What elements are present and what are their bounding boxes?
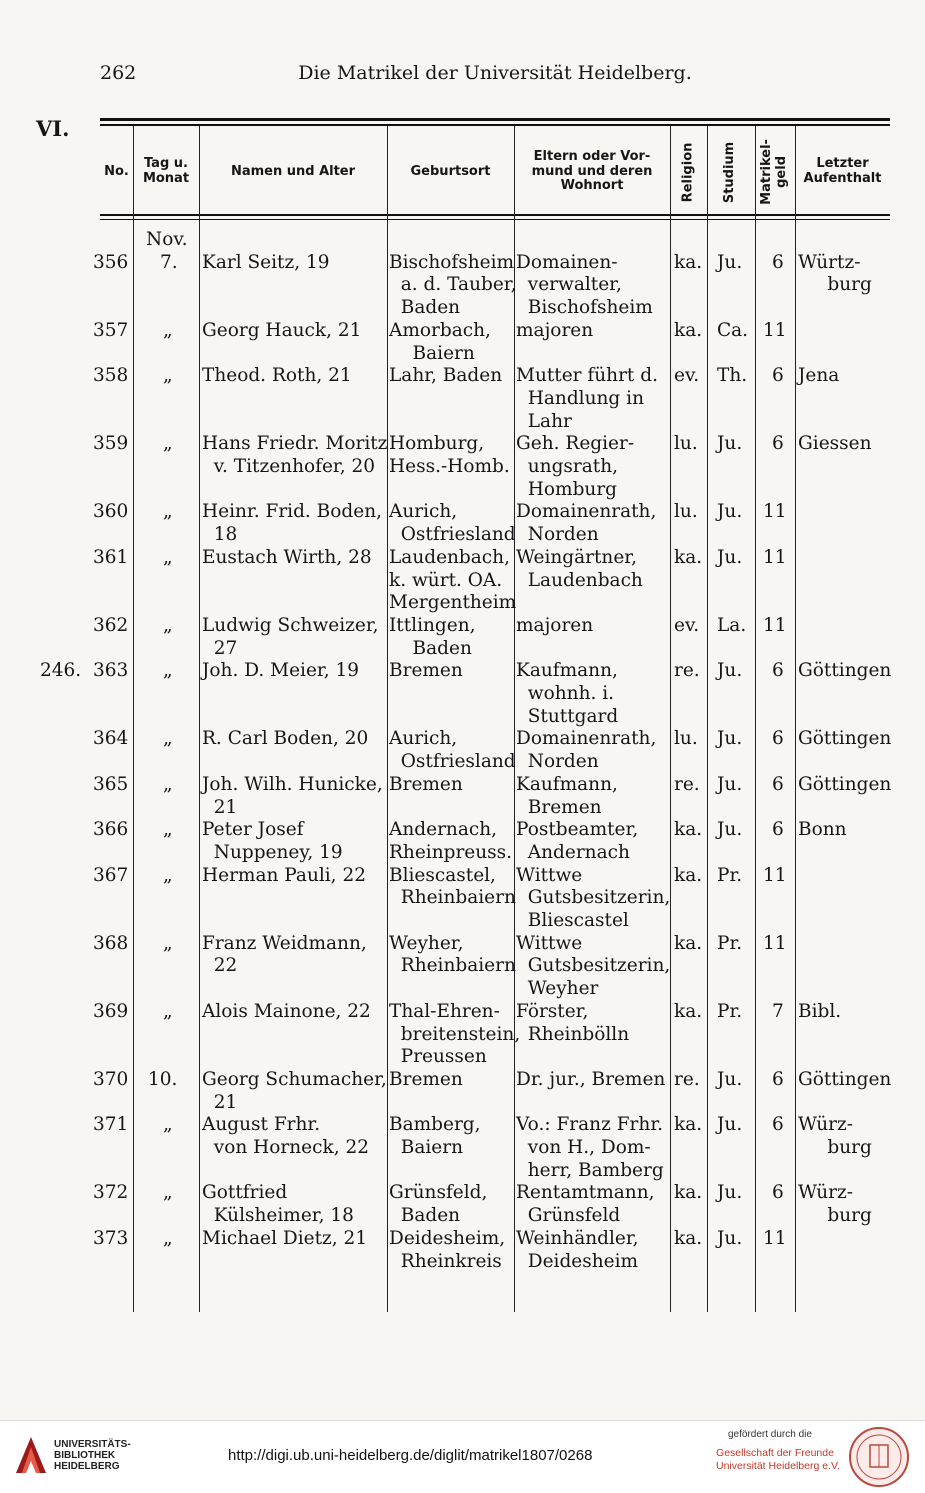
cell-parents: Wittwe Gutsbesitzerin, Bliescastel	[516, 864, 671, 931]
cell-date: „	[163, 546, 173, 568]
top-rule-thin	[100, 124, 890, 126]
cell-studium: Pr.	[717, 932, 743, 954]
cell-studium: Ju.	[717, 1227, 743, 1249]
cell-fee: 11	[763, 501, 787, 523]
cell-no: 363	[93, 660, 129, 682]
cell-no: 370	[93, 1068, 129, 1090]
cell-name: Heinr. Frid. Boden, 18	[202, 501, 383, 546]
cell-religion: ev.	[674, 365, 700, 387]
cell-no: 372	[93, 1182, 129, 1204]
column-header-studium: Studium	[722, 141, 738, 203]
cell-last: Bonn	[798, 819, 847, 841]
cell-religion: ka.	[674, 819, 703, 841]
cell-parents: Mutter führt d. Handlung in Lahr	[516, 365, 658, 432]
cell-last: Würz- burg	[798, 1114, 872, 1158]
column-header-no: No.	[104, 163, 129, 179]
cell-name: Herman Pauli, 22	[202, 864, 366, 886]
cell-religion: ka.	[674, 251, 703, 273]
ub-logo-icon[interactable]	[14, 1435, 48, 1475]
column-header-parents: Eltern oder Vor- mund und deren Wohnort	[531, 148, 653, 194]
cell-no: 373	[93, 1227, 129, 1249]
column-rule	[795, 126, 796, 1312]
column-rule	[133, 126, 134, 1312]
sponsor-label: gefördert durch die	[728, 1429, 812, 1440]
cell-date: „	[163, 864, 173, 886]
cell-last: Würtz- burg	[798, 251, 872, 296]
cell-date: „	[163, 365, 173, 387]
cell-birthplace: Thal-Ehren- breitenstein, Preussen	[389, 1000, 521, 1068]
cell-name: August Frhr. von Horneck, 22	[202, 1114, 369, 1158]
cell-no: 367	[93, 864, 129, 886]
column-rule	[387, 126, 388, 1312]
cell-date: „	[163, 614, 173, 636]
cell-parents: majoren	[516, 614, 594, 636]
cell-religion: lu.	[674, 501, 698, 523]
cell-name: Gottfried Külsheimer, 18	[202, 1182, 354, 1227]
cell-religion: ka.	[674, 1000, 703, 1022]
cell-last: Göttingen	[798, 728, 892, 750]
cell-fee: 6	[772, 728, 784, 750]
header-bottom-rule	[100, 214, 890, 216]
cell-date: „	[163, 728, 173, 750]
cell-studium: Ju.	[717, 1182, 743, 1204]
cell-studium: Ju.	[717, 433, 743, 455]
cell-no: 371	[93, 1114, 129, 1136]
cell-parents: Domainenrath, Norden	[516, 501, 657, 546]
cell-last: Göttingen	[798, 773, 892, 795]
cell-birthplace: Aurich, Ostfriesland	[389, 728, 516, 773]
cell-religion: re.	[674, 660, 700, 682]
university-seal-icon[interactable]	[846, 1425, 912, 1489]
cell-last: Göttingen	[798, 1068, 892, 1090]
cell-name: Joh. D. Meier, 19	[202, 660, 360, 682]
cell-religion: lu.	[674, 433, 698, 455]
cell-parents: Domainen- verwalter, Bischofsheim	[516, 251, 653, 319]
cell-fee: 11	[763, 319, 787, 341]
cell-studium: Ju.	[717, 546, 743, 568]
cell-no: 365	[93, 773, 129, 795]
cell-religion: ka.	[674, 864, 703, 886]
cell-date: „	[163, 319, 173, 341]
cell-date: „	[163, 1227, 173, 1249]
cell-name: Peter Josef Nuppeney, 19	[202, 819, 343, 863]
cell-no: 359	[93, 433, 129, 455]
column-rule	[755, 126, 756, 1312]
running-title: Die Matrikel der Universität Heidelberg.	[298, 62, 692, 84]
cell-studium: Ju.	[717, 251, 743, 273]
cell-birthplace: Bischofsheim a. d. Tauber, Baden	[389, 251, 517, 319]
column-header-date: Tag u. Monat	[142, 156, 190, 186]
cell-date: „	[163, 1114, 173, 1136]
cell-religion: re.	[674, 1068, 700, 1090]
column-header-religion: Religion	[680, 142, 696, 202]
cell-religion: re.	[674, 773, 700, 795]
cell-birthplace: Bremen	[389, 660, 463, 682]
cell-name: Ludwig Schweizer, 27	[202, 614, 379, 659]
cell-religion: ev.	[674, 614, 700, 636]
cell-birthplace: Bliescastel, Rheinbaiern	[389, 864, 516, 909]
cell-fee: 11	[763, 614, 787, 636]
cell-parents: Förster, Rheinbölln	[516, 1000, 630, 1045]
cell-birthplace: Homburg, Hess.-Homb.	[389, 433, 510, 477]
cell-no: 358	[93, 365, 129, 387]
cell-parents: Wittwe Gutsbesitzerin, Weyher	[516, 932, 671, 1000]
cell-studium: Ca.	[717, 319, 749, 341]
cell-name: Hans Friedr. Moritz v. Titzenhofer, 20	[202, 433, 388, 477]
cell-date: „	[163, 501, 173, 523]
permalink[interactable]: http://digi.ub.uni-heidelberg.de/diglit/matrikel1807/0268	[228, 1447, 593, 1464]
cell-studium: Ju.	[717, 1114, 743, 1136]
cell-parents: Geh. Regier- ungsrath, Homburg	[516, 433, 635, 500]
cell-last: Göttingen	[798, 660, 892, 682]
cell-no: 362	[93, 614, 129, 636]
cell-religion: ka.	[674, 932, 703, 954]
cell-no: 356	[93, 251, 129, 273]
cell-name: Karl Seitz, 19	[202, 251, 330, 273]
cell-name: Franz Weidmann, 22	[202, 932, 367, 977]
cell-birthplace: Bamberg, Baiern	[389, 1114, 481, 1158]
cell-studium: Ju.	[717, 660, 743, 682]
cell-fee: 6	[772, 819, 784, 841]
cell-no: 364	[93, 728, 129, 750]
cell-fee: 6	[772, 773, 784, 795]
cell-religion: ka.	[674, 1227, 703, 1249]
cell-parents: Weingärtner, Laudenbach	[516, 546, 643, 591]
column-rule	[707, 126, 708, 1312]
cell-date: „	[163, 1000, 173, 1022]
cell-birthplace: Weyher, Rheinbaiern	[389, 932, 516, 977]
cell-studium: Pr.	[717, 1000, 743, 1022]
cell-studium: La.	[717, 614, 747, 636]
cell-studium: Ju.	[717, 819, 743, 841]
column-header-last: Letzter Aufenthalt	[803, 156, 882, 186]
cell-parents: Kaufmann, Bremen	[516, 773, 618, 818]
cell-parents: majoren	[516, 319, 594, 341]
cell-parents: Weinhändler, Deidesheim	[516, 1227, 639, 1272]
cell-studium: Pr.	[717, 864, 743, 886]
cell-fee: 6	[772, 660, 784, 682]
cell-name: Michael Dietz, 21	[202, 1227, 368, 1249]
cell-parents: Dr. jur., Bremen	[516, 1068, 666, 1090]
cell-parents: Postbeamter, Andernach	[516, 819, 639, 863]
cell-name: Eustach Wirth, 28	[202, 546, 372, 568]
cell-date: Nov.	[146, 229, 188, 250]
cell-name: R. Carl Boden, 20	[202, 728, 369, 750]
cell-fee: 7	[772, 1000, 784, 1022]
cell-fee: 11	[763, 932, 787, 954]
cell-religion: ka.	[674, 1114, 703, 1136]
column-rule	[670, 126, 671, 1312]
cell-birthplace: Bremen	[389, 1068, 463, 1090]
cell-studium: Ju.	[717, 773, 743, 795]
cell-birthplace: Amorbach, Baiern	[389, 319, 491, 364]
cell-fee: 6	[772, 1068, 784, 1090]
cell-name: Georg Hauck, 21	[202, 319, 362, 341]
column-rule	[199, 126, 200, 1312]
cell-last: Würz- burg	[798, 1182, 872, 1227]
cell-date: „	[163, 819, 173, 841]
footer-bar	[0, 1420, 925, 1493]
cell-religion: lu.	[674, 728, 698, 750]
cell-birthplace: Ittlingen, Baden	[389, 614, 476, 659]
cell-fee: 6	[772, 365, 784, 387]
cell-last: Jena	[798, 365, 840, 387]
cell-fee: 6	[772, 1114, 784, 1136]
cell-date: „	[163, 773, 173, 795]
cell-studium: Ju.	[717, 1068, 743, 1090]
column-header-birthplace: Geburtsort	[410, 163, 491, 179]
page-header	[100, 62, 890, 88]
cell-religion: ka.	[674, 319, 703, 341]
cell-parents: Kaufmann, wohnh. i. Stuttgard	[516, 660, 619, 727]
cell-date: 10.	[148, 1068, 178, 1090]
cell-date: „	[163, 660, 173, 682]
cell-birthplace: Bremen	[389, 773, 463, 795]
page-number: 262	[100, 62, 137, 84]
cell-parents: Vo.: Franz Frhr. von H., Dom- herr, Bamberg	[516, 1114, 664, 1181]
cell-fee: 6	[772, 433, 784, 455]
cell-name: Alois Mainone, 22	[202, 1000, 371, 1022]
cell-fee: 11	[763, 1227, 787, 1249]
column-header-name: Namen und Alter	[230, 163, 356, 179]
cell-no: 361	[93, 546, 129, 568]
cell-fee: 11	[763, 864, 787, 886]
cell-last: Giessen	[798, 433, 872, 455]
cell-date: 7.	[160, 251, 178, 273]
cell-last: Bibl.	[798, 1000, 842, 1022]
cell-parents: Rentamtmann, Grünsfeld	[516, 1182, 655, 1227]
cell-no: 368	[93, 932, 129, 954]
cell-no: 357	[93, 319, 129, 341]
cell-fee: 6	[772, 1182, 784, 1204]
cell-date: „	[163, 1182, 173, 1204]
margin-note: 246.	[40, 660, 82, 682]
cell-birthplace: Laudenbach, k. würt. OA. Mergentheim	[389, 546, 517, 614]
cell-date: „	[163, 433, 173, 455]
cell-studium: Th.	[717, 365, 748, 387]
sponsor-name[interactable]: Gesellschaft der Freunde Universität Heidelberg e.V.	[716, 1447, 840, 1472]
cell-name: Theod. Roth, 21	[202, 365, 352, 387]
cell-fee: 6	[772, 251, 784, 273]
cell-birthplace: Lahr, Baden	[389, 365, 503, 387]
column-header-fee: Matrikel- geld	[759, 139, 790, 205]
cell-studium: Ju.	[717, 501, 743, 523]
cell-date: „	[163, 932, 173, 954]
cell-studium: Ju.	[717, 728, 743, 750]
cell-birthplace: Andernach, Rheinpreuss.	[389, 819, 513, 863]
cell-name: Joh. Wilh. Hunicke, 21	[202, 773, 383, 818]
cell-religion: ka.	[674, 546, 703, 568]
section-mark: VI.	[36, 116, 70, 141]
cell-birthplace: Deidesheim, Rheinkreis	[389, 1227, 506, 1272]
library-name: UNIVERSITÄTS- BIBLIOTHEK HEIDELBERG	[54, 1439, 131, 1472]
cell-parents: Domainenrath, Norden	[516, 728, 657, 773]
cell-religion: ka.	[674, 1182, 703, 1204]
cell-birthplace: Aurich, Ostfriesland	[389, 501, 516, 546]
top-rule	[100, 118, 890, 121]
cell-no: 360	[93, 501, 129, 523]
cell-name: Georg Schumacher, 21	[202, 1068, 387, 1113]
cell-birthplace: Grünsfeld, Baden	[389, 1182, 488, 1227]
cell-fee: 11	[763, 546, 787, 568]
cell-no: 369	[93, 1000, 129, 1022]
header-bottom-rule-thin	[100, 219, 890, 220]
cell-no: 366	[93, 819, 129, 841]
